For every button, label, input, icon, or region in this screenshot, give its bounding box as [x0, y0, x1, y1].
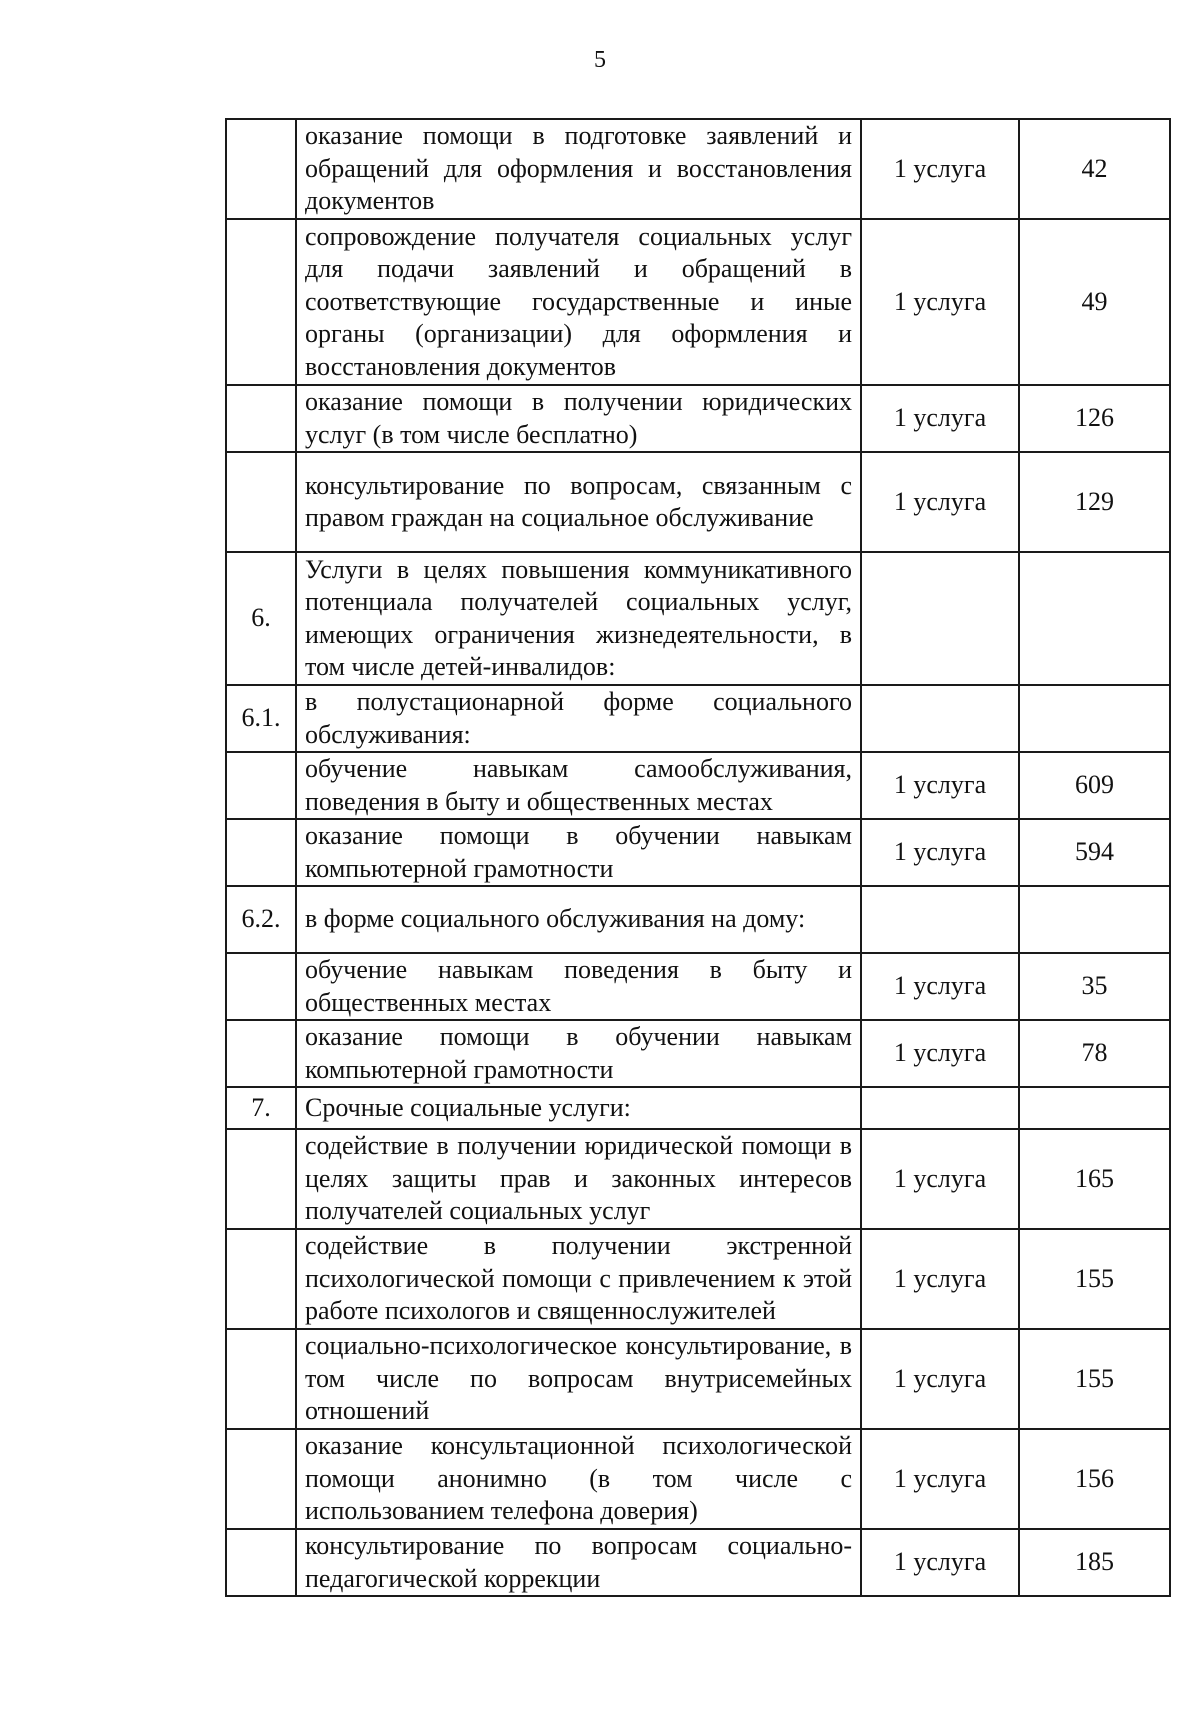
- unit-cell: 1 услуга: [861, 819, 1019, 886]
- unit-cell: 1 услуга: [861, 1129, 1019, 1229]
- row-number: 7.: [226, 1087, 296, 1129]
- section-heading: [296, 552, 861, 685]
- value-cell: 78: [1019, 1020, 1170, 1087]
- service-name: [296, 385, 861, 452]
- unit-cell: 1 услуга: [861, 1329, 1019, 1429]
- service-name-text: оказание консультационной психологической помощи анонимно (в том числе с использованием телефона доверия): [305, 1431, 852, 1526]
- row-number: [226, 1429, 296, 1529]
- service-name-text: содействие в получении экстренной психологической помощи с привлечением к этой работе психологов и священнослужителей: [305, 1231, 852, 1326]
- service-name: [296, 1020, 861, 1087]
- row-number: [226, 819, 296, 886]
- value-cell: 126: [1019, 385, 1170, 452]
- service-name: [296, 819, 861, 886]
- value-cell: 609: [1019, 752, 1170, 819]
- service-name: [296, 1229, 861, 1329]
- unit-cell: [861, 685, 1019, 752]
- service-name-text: сопровождение получателя социальных услуг для подачи заявлений и обращений в соответствующие государственные и иные органы (организации) для оформления и восстановления документов: [305, 221, 852, 381]
- subsection-heading-text: в полустационарной форме социального обслуживания:: [305, 687, 852, 749]
- services-table: [225, 118, 1171, 1597]
- service-name: [296, 1529, 861, 1596]
- service-name-text: оказание помощи в подготовке заявлений и обращений для оформления и восстановления документов: [305, 121, 852, 216]
- unit-cell: 1 услуга: [861, 953, 1019, 1020]
- section-heading: [296, 1087, 861, 1129]
- value-cell: [1019, 1087, 1170, 1129]
- table-row: [226, 886, 1170, 953]
- service-name-text: оказание помощи в обучении навыкам компьютерной грамотности: [305, 1022, 852, 1084]
- unit-cell: 1 услуга: [861, 1229, 1019, 1329]
- section-heading-text: Срочные социальные услуги:: [305, 1092, 631, 1122]
- table-row: [226, 953, 1170, 1020]
- row-number: 6.2.: [226, 886, 296, 953]
- service-name-text: социально-психологическое консультирование, в том числе по вопросам внутрисемейных отношений: [305, 1331, 852, 1426]
- value-cell: [1019, 685, 1170, 752]
- subsection-heading-text: в форме социального обслуживания на дому:: [305, 904, 806, 934]
- row-number: [226, 1329, 296, 1429]
- value-cell: [1019, 886, 1170, 953]
- service-name: [296, 219, 861, 385]
- row-number: [226, 119, 296, 219]
- row-number: [226, 385, 296, 452]
- value-cell: 129: [1019, 452, 1170, 552]
- unit-cell: [861, 886, 1019, 953]
- row-number: [226, 1229, 296, 1329]
- table-row: [226, 1020, 1170, 1087]
- table-row: [226, 752, 1170, 819]
- page-number: 5: [594, 47, 606, 73]
- table-row: [226, 119, 1170, 219]
- table-row: [226, 219, 1170, 385]
- value-cell: 185: [1019, 1529, 1170, 1596]
- value-cell: 35: [1019, 953, 1170, 1020]
- unit-cell: 1 услуга: [861, 385, 1019, 452]
- row-number: [226, 752, 296, 819]
- table-row: [226, 1229, 1170, 1329]
- service-name-text: оказание помощи в получении юридических услуг (в том числе бесплатно): [305, 387, 852, 449]
- table-row: [226, 1087, 1170, 1129]
- value-cell: 49: [1019, 219, 1170, 385]
- value-cell: 42: [1019, 119, 1170, 219]
- service-name: [296, 452, 861, 552]
- unit-cell: 1 услуга: [861, 1020, 1019, 1087]
- table-row: [226, 385, 1170, 452]
- table-row: [226, 1329, 1170, 1429]
- unit-cell: [861, 1087, 1019, 1129]
- row-number: [226, 219, 296, 385]
- row-number: [226, 1020, 296, 1087]
- service-name: [296, 953, 861, 1020]
- row-number: [226, 452, 296, 552]
- table-row: [226, 1129, 1170, 1229]
- value-cell: 165: [1019, 1129, 1170, 1229]
- unit-cell: 1 услуга: [861, 1429, 1019, 1529]
- row-number: [226, 953, 296, 1020]
- service-name: [296, 119, 861, 219]
- value-cell: 594: [1019, 819, 1170, 886]
- row-number: [226, 1129, 296, 1229]
- service-name: [296, 1429, 861, 1529]
- unit-cell: 1 услуга: [861, 219, 1019, 385]
- service-name-text: содействие в получении юридической помощи в целях защиты прав и законных интересов получателей социальных услуг: [305, 1131, 852, 1226]
- unit-cell: 1 услуга: [861, 752, 1019, 819]
- section-heading-text: Услуги в целях повышения коммуникативного потенциала получателей социальных услуг, имеющих ограничения жизнедеятельности, в том числе детей-инвалидов:: [305, 554, 852, 681]
- service-name-text: консультирование по вопросам социально-педагогической коррекции: [305, 1531, 852, 1593]
- value-cell: 156: [1019, 1429, 1170, 1529]
- table-row: [226, 819, 1170, 886]
- subsection-heading: [296, 685, 861, 752]
- table-row: [226, 1529, 1170, 1596]
- table-row: [226, 1429, 1170, 1529]
- row-number: 6.: [226, 552, 296, 685]
- unit-cell: 1 услуга: [861, 119, 1019, 219]
- service-name: [296, 1329, 861, 1429]
- table-row: [226, 452, 1170, 552]
- subsection-heading: [296, 886, 861, 953]
- table-row: [226, 552, 1170, 685]
- service-name: [296, 752, 861, 819]
- service-name-text: обучение навыкам поведения в быту и общественных местах: [305, 955, 852, 1017]
- row-number: 6.1.: [226, 685, 296, 752]
- unit-cell: 1 услуга: [861, 452, 1019, 552]
- table-row: [226, 685, 1170, 752]
- service-name-text: обучение навыкам самообслуживания, поведения в быту и общественных местах: [305, 754, 852, 816]
- unit-cell: 1 услуга: [861, 1529, 1019, 1596]
- services-table-body: [226, 119, 1170, 1596]
- value-cell: 155: [1019, 1329, 1170, 1429]
- value-cell: [1019, 552, 1170, 685]
- unit-cell: [861, 552, 1019, 685]
- service-name-text: оказание помощи в обучении навыкам компьютерной грамотности: [305, 821, 852, 883]
- value-cell: 155: [1019, 1229, 1170, 1329]
- row-number: [226, 1529, 296, 1596]
- service-name: [296, 1129, 861, 1229]
- service-name-text: консультирование по вопросам, связанным с правом граждан на социальное обслуживание: [305, 470, 852, 532]
